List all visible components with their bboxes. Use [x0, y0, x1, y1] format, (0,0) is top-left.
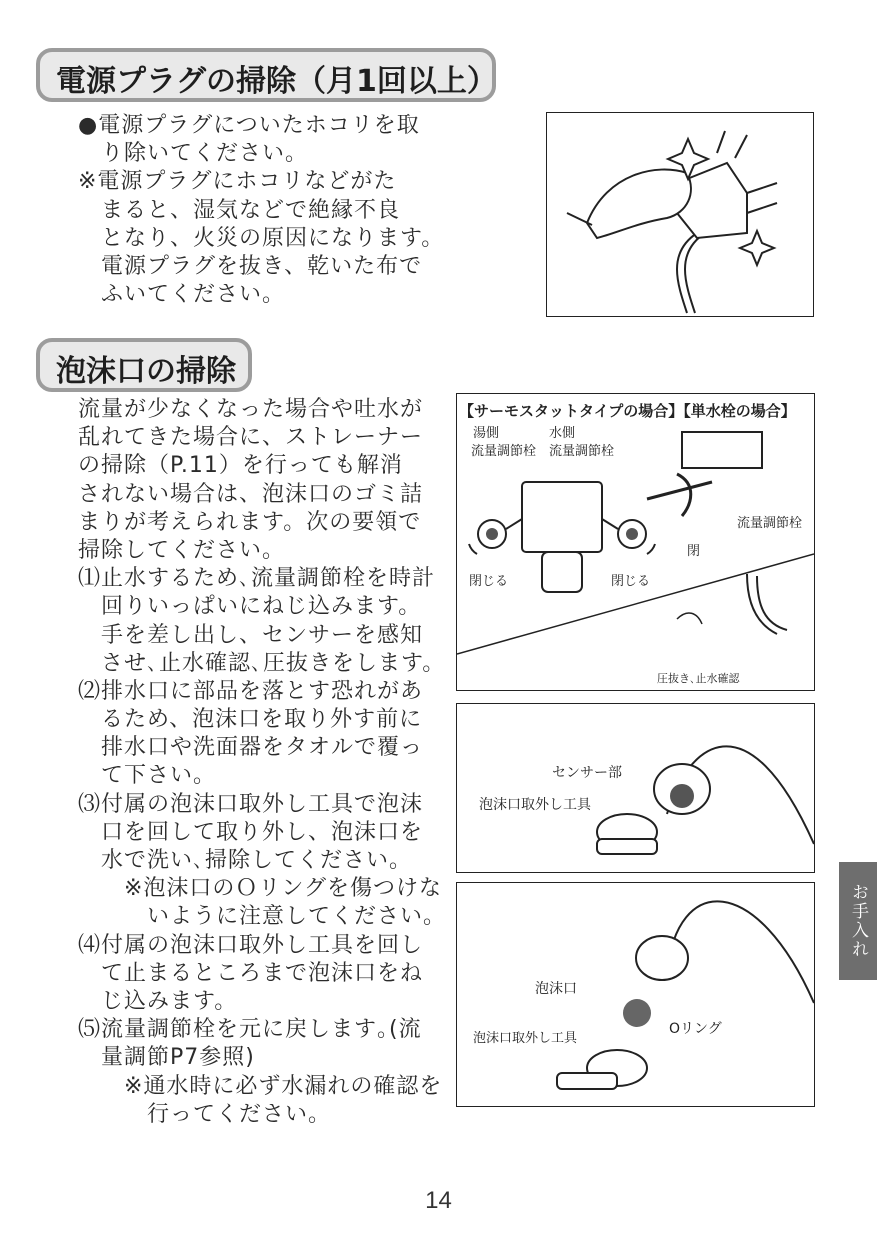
text-line: されない場合は、泡沫口のゴミ詰 [78, 481, 424, 507]
section-heading-aerator [36, 338, 252, 392]
aerator-label: 泡沫口 [535, 981, 577, 997]
text-line: ふいてください。 [78, 282, 286, 308]
pressure-note: 圧抜き､止水確認 [657, 672, 740, 685]
text-line: いように注意してください。 [78, 904, 447, 930]
plug-illustration [546, 112, 814, 317]
text-line: ⑷付属の泡沫口取外し工具を回し [78, 932, 424, 958]
text-line: ⑴止水するため､流量調節栓を時計 [78, 566, 436, 592]
plug-cleaning-text [78, 112, 444, 309]
text-line: ※通水時に必ず水漏れの確認を [78, 1073, 443, 1099]
text-line: 流量が少なくなった場合や吐水が [78, 397, 424, 422]
cold-valve-label: 流量調節栓 [549, 444, 615, 459]
text-line: 行ってください。 [78, 1101, 332, 1127]
text-line: 回りいっぱいにねじ込みます。 [78, 594, 422, 620]
text-line: ※泡沫口のＯリングを傷つけな [78, 876, 442, 902]
text-line: となり、火災の原因になります。 [78, 225, 445, 251]
close-right-label: 閉じる [611, 574, 651, 589]
cold-side-label: 水側 [549, 426, 576, 441]
text-line: 掃除してください。 [78, 537, 286, 563]
side-tab-maintenance: お手入れ [839, 862, 877, 980]
text-line: させ､止水確認､圧抜きをします。 [78, 650, 446, 676]
section-title-aerator: 泡沫口の掃除 [56, 354, 236, 389]
text-line: り除いてください。 [78, 141, 309, 167]
diagram-heading: 【サーモスタットタイプの場合】【単水栓の場合】 [459, 402, 796, 420]
aerator-cleaning-text [78, 396, 446, 1129]
section-title-plug: 電源プラグの掃除（月1回以上） [56, 64, 497, 99]
aerator-removal-diagram [456, 703, 815, 873]
close-single-label: 閉 [687, 544, 701, 559]
text-line: ⑸流量調節栓を元に戻します｡(流 [78, 1017, 422, 1043]
text-line: まると、湿気などで絶縁不良 [78, 197, 401, 223]
single-valve-label: 流量調節栓 [737, 516, 803, 531]
oring-diagram [456, 882, 815, 1107]
text-line: 電源プラグを抜き、乾いた布で [78, 253, 423, 279]
text-line: 口を回して取り外し、泡沫口を [78, 819, 424, 845]
text-line: 乱れてきた場合に、ストレーナー [78, 425, 424, 451]
oring-label: Oリング [669, 1021, 722, 1037]
text-line: ⑶付属の泡沫口取外し工具で泡沫 [78, 791, 424, 817]
close-left-label: 閉じる [469, 574, 509, 589]
valve-diagram [456, 393, 815, 691]
text-line: 排水口や洗面器をタオルで覆っ [78, 735, 424, 761]
sensor-label: センサー部 [552, 765, 622, 781]
text-line: ⑵排水口に部品を落とす恐れがあ [78, 678, 424, 704]
text-line: ●電源プラグについたホコリを取 [78, 113, 420, 138]
tool-label: 泡沫口取外し工具 [473, 1031, 578, 1046]
section-heading-plug [36, 48, 496, 102]
text-line: ※電源プラグにホコリなどがた [78, 169, 397, 195]
text-line: 水で洗い､掃除してください。 [78, 848, 413, 873]
text-line: の掃除（P.11）を行っても解消 [78, 453, 403, 479]
page-number: 14 [425, 1187, 452, 1214]
text-line: るため、泡沫口を取り外す前に [78, 707, 423, 733]
hot-side-label: 湯側 [473, 426, 500, 441]
text-line: まりが考えられます。次の要領で [78, 509, 422, 535]
tool-label: 泡沫口取外し工具 [479, 797, 591, 813]
hot-valve-label: 流量調節栓 [471, 444, 537, 459]
text-line: て止まるところまで泡沫口をね [78, 960, 424, 986]
text-line: 手を差し出し、センサーを感知 [78, 622, 424, 648]
text-line: じ込みます。 [78, 988, 238, 1014]
text-line: 量調節P7参照) [78, 1045, 255, 1071]
text-line: て下さい。 [78, 763, 217, 789]
